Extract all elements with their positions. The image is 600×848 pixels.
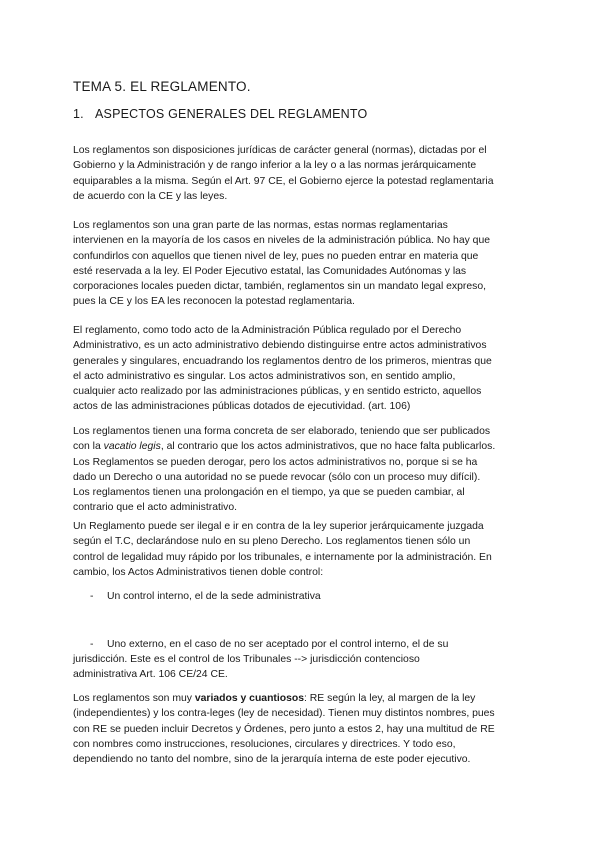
bullet-text: Un control interno, el de la sede administrativa bbox=[107, 591, 321, 602]
paragraph-2 bbox=[73, 218, 533, 310]
section-heading-text: ASPECTOS GENERALES DEL REGLAMENTO bbox=[95, 107, 368, 121]
paragraph-3 bbox=[73, 323, 533, 415]
italic-term: vacatio legis bbox=[103, 441, 161, 453]
paragraph-line: administrativa Art. 106 CE/24 CE. bbox=[73, 669, 228, 681]
paragraph-5 bbox=[73, 519, 533, 580]
paragraph-line: pues la CE y los EA les reconocen la potestad reglamentaria. bbox=[73, 296, 355, 308]
paragraph-line: contrario que el acto administrativo. bbox=[73, 502, 238, 514]
paragraph-line: según el T.C, declarándose nulo en su pleno Derecho. Los reglamentos tienen sólo un bbox=[73, 536, 471, 548]
paragraph-line: actos de las administraciones públicas dotados de ejecutividad. (art. 106) bbox=[73, 401, 411, 413]
paragraph-line: Gobierno y la Administración y de rango inferior a la ley o a las normas jerárquicamente bbox=[73, 160, 477, 172]
paragraph-line: con nombres como instrucciones, resoluciones, circulares y directrices. Y todo eso, bbox=[73, 738, 456, 750]
section-number: 1. bbox=[73, 107, 84, 121]
text-run: con la bbox=[73, 441, 104, 453]
paragraph-line: (independientes) y los contra-leges (ley de necesidad). Tienen muy distintos nombres, pues bbox=[73, 708, 495, 720]
bullet-text: Uno externo, en el caso de no ser aceptado por el control interno, el de su bbox=[107, 639, 449, 650]
paragraph-line: control de legalidad muy rápido por los tribunales, e internamente por la administración. En bbox=[73, 551, 492, 563]
section-heading bbox=[73, 107, 367, 121]
paragraph-line bbox=[73, 691, 533, 706]
paragraph-line bbox=[73, 439, 533, 454]
paragraph-line: equiparables a la misma. Según el Art. 97 CE, el Gobierno ejerce la potestad reglamentaria bbox=[73, 175, 494, 187]
paragraph-line: con RE se pueden incluir Decretos y Órdenes, pero junto a estos 2, hay una multitud de RE bbox=[73, 723, 495, 735]
paragraph-line: Los Reglamentos se pueden derogar, pero los actos administrativos no, porque si se ha bbox=[73, 456, 478, 468]
paragraph-1 bbox=[73, 143, 533, 204]
paragraph-line: generales y singulares, encuadrando los reglamentos dentro de los primeros, mientras que bbox=[73, 355, 492, 367]
text-run: Los reglamentos son muy bbox=[73, 693, 195, 704]
paragraph-line: de acuerdo con la CE y las leyes. bbox=[73, 190, 228, 202]
paragraph-line: Los reglamentos tienen una forma concreta de ser elaborado, teniendo que ser publicados bbox=[73, 426, 491, 437]
paragraph-line: corporaciones locales pueden dictar, también, reglamentos sin un mandato legal expreso, bbox=[73, 281, 486, 293]
paragraph-line: cambio, los Actos Administrativos tienen doble control: bbox=[73, 566, 324, 578]
paragraph-line: el acto administrativo es singular. Los actos administrativos son, en sentido amplio, bbox=[73, 370, 456, 382]
paragraph-line: dependiendo no tanto del nombre, sino de la jerarquía interna de este poder ejecutivo. bbox=[73, 754, 471, 766]
paragraph-line: Los reglamentos tienen una prolongación en el tiempo, ya que se pueden cambiar, al bbox=[73, 487, 465, 499]
text-run: , al contrario que los actos administrativos, que no hace falta publicarlos. bbox=[160, 441, 496, 453]
bold-term: variados y cuantiosos bbox=[194, 693, 305, 704]
text-run: : RE según la ley, al margen de la ley bbox=[304, 693, 476, 704]
paragraph-line: jurisdicción. Este es el control de los Tribunales --> jurisdicción contencioso bbox=[73, 654, 420, 665]
paragraph-line: dado un Derecho o una autoridad no se puede revocar (sólo con un proceso muy difícil). bbox=[73, 471, 481, 483]
paragraph-line: Los reglamentos son disposiciones jurídicas de carácter general (normas), dictadas por el bbox=[73, 145, 487, 156]
paragraph-4 bbox=[73, 424, 533, 516]
paragraph-line: confundirlos con aquellos que tienen nivel de ley, pues no pueden entrar en materia que bbox=[73, 250, 479, 262]
bullet-dash: - bbox=[90, 639, 94, 650]
paragraph-6 bbox=[73, 691, 533, 767]
paragraph-line: El reglamento, como todo acto de la Administración Pública regulado por el Derecho bbox=[73, 325, 462, 336]
paragraph-line: Los reglamentos son una gran parte de las normas, estas normas reglamentarias bbox=[73, 220, 448, 231]
paragraph-line: Un Reglamento puede ser ilegal e ir en contra de la ley superior jerárquicamente juzgada bbox=[73, 521, 484, 532]
bullet-continuation bbox=[73, 652, 533, 683]
paragraph-line: cualquier acto realizado por las administraciones públicas, y en sentido estricto, aquellos bbox=[73, 386, 482, 398]
document-title: TEMA 5. EL REGLAMENTO. bbox=[73, 79, 251, 94]
paragraph-line: intervienen en la mayoría de los casos en niveles de la administración pública. No hay que bbox=[73, 235, 491, 247]
bullet-item-internal-control bbox=[90, 589, 321, 604]
bullet-dash: - bbox=[90, 591, 94, 602]
bullet-item-external-control bbox=[90, 637, 448, 652]
paragraph-line: Administrativo, es un acto administrativo debiendo distinguirse entre actos administrativos bbox=[73, 340, 487, 352]
paragraph-line: esté reservada a la ley. El Poder Ejecutivo estatal, las Comunidades Autónomas y las bbox=[73, 265, 467, 277]
